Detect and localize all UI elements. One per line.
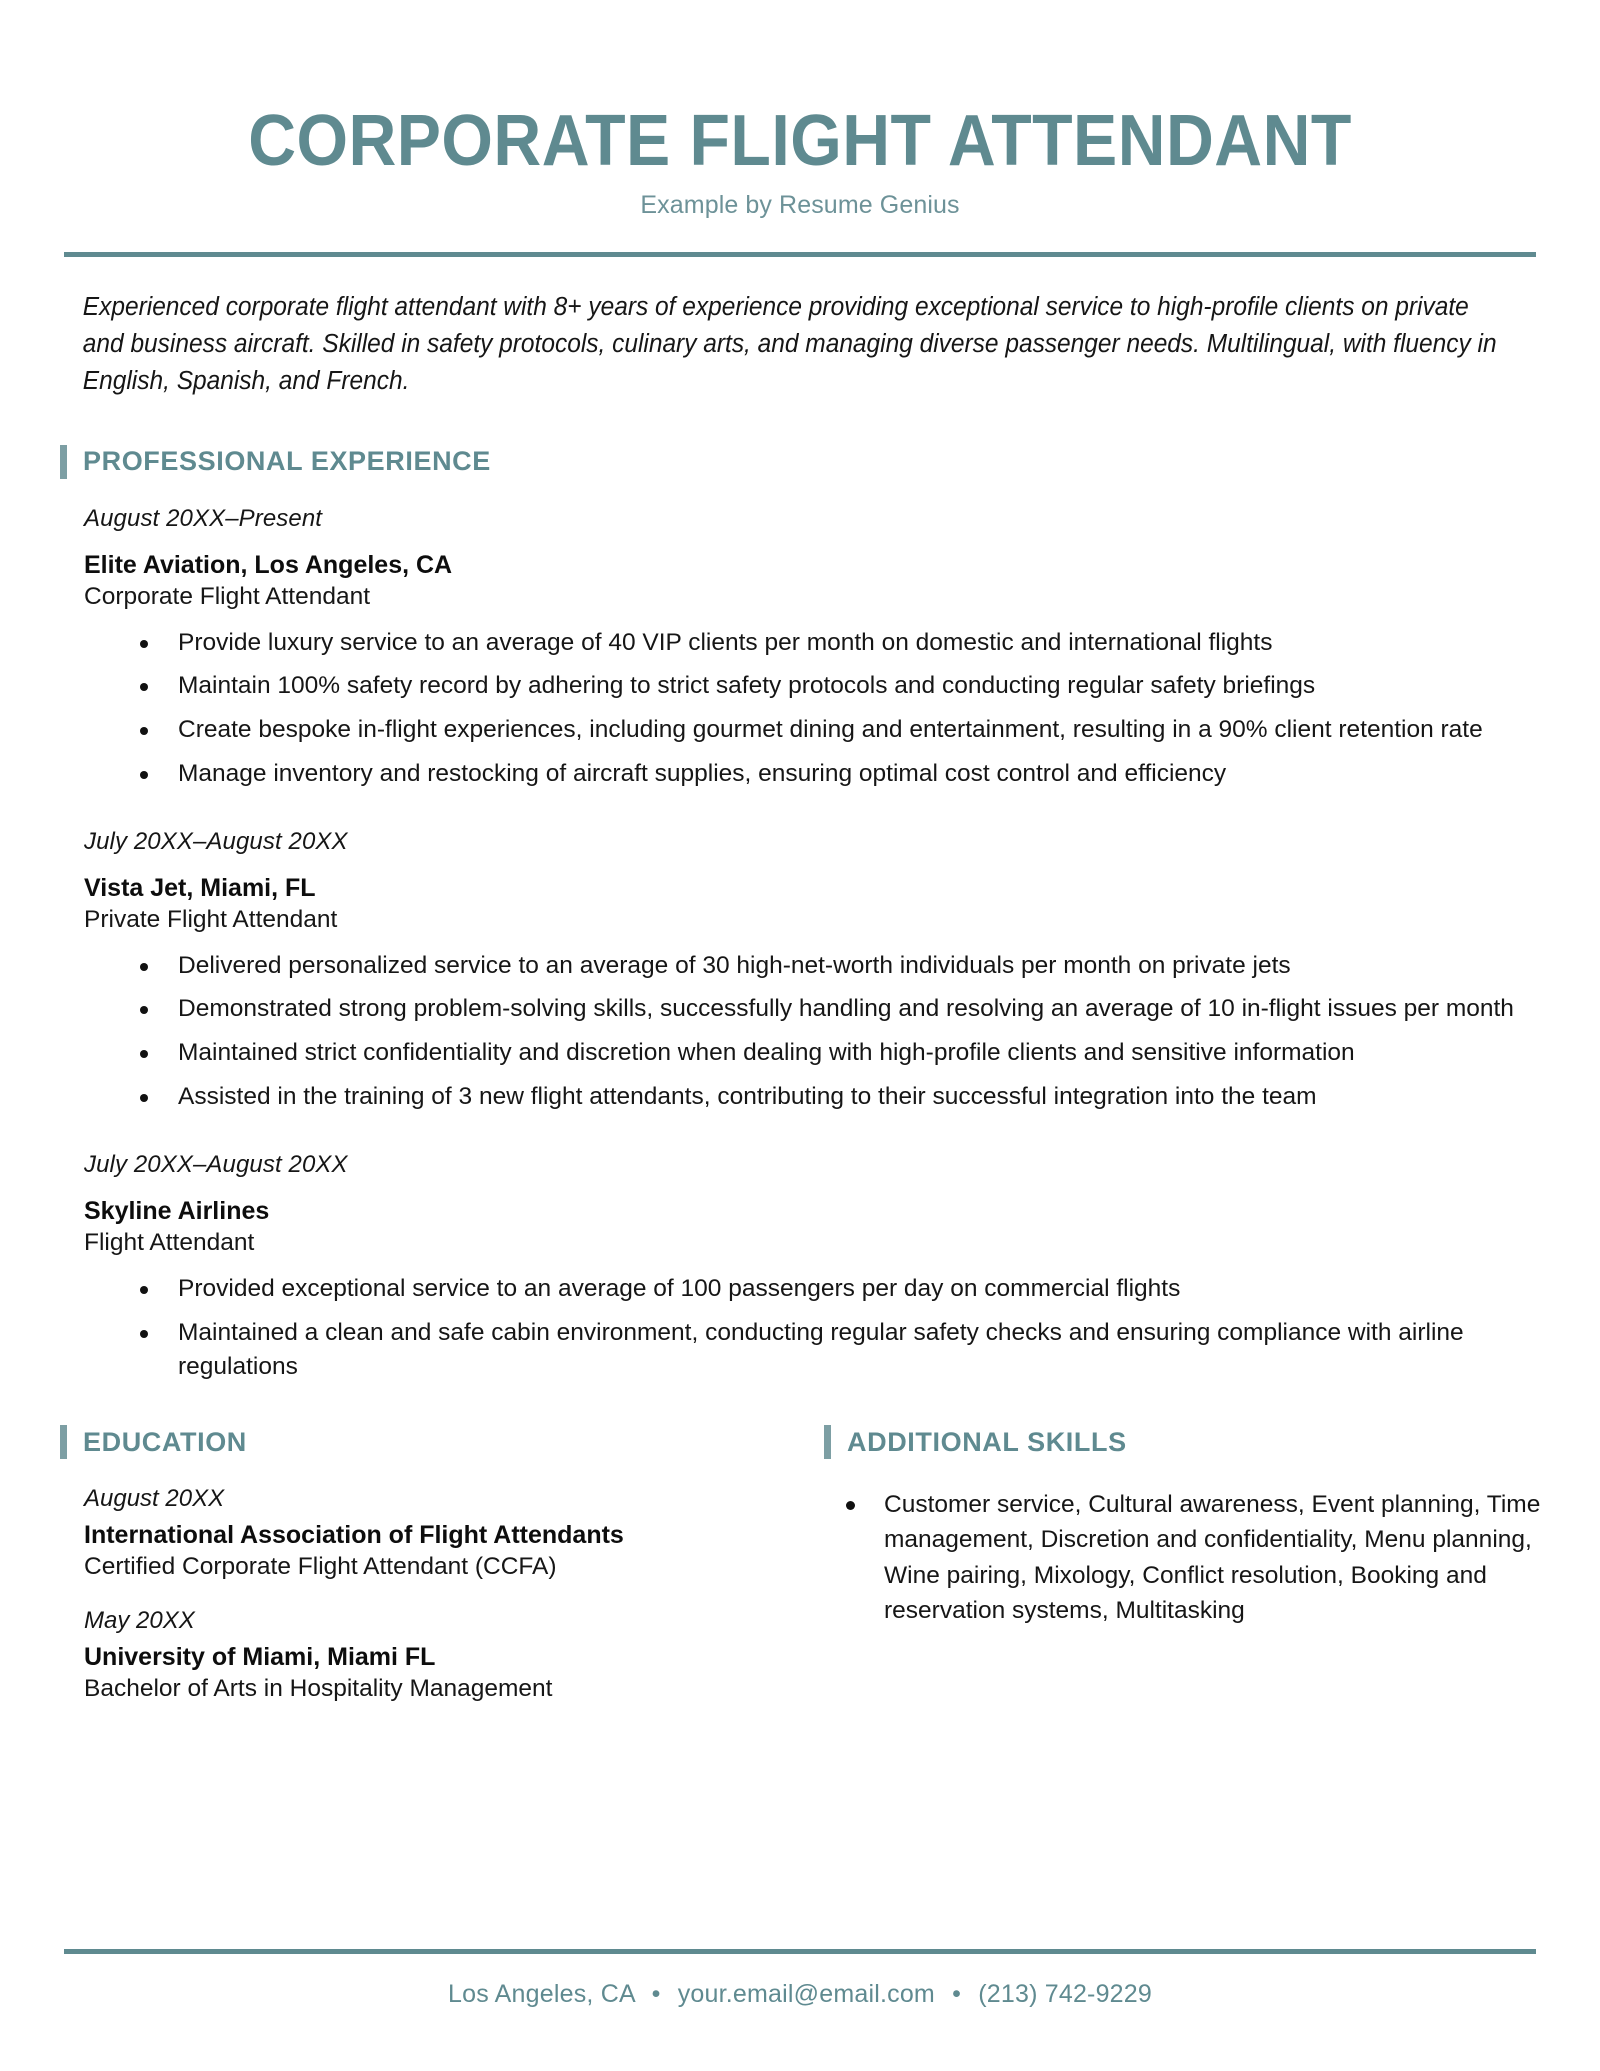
section-title-skills: ADDITIONAL SKILLS <box>847 1426 1127 1457</box>
section-accent-bar <box>60 1425 67 1459</box>
list-item: Create bespoke in-flight experiences, including gourmet dining and entertainment, resulting in a 90% client retention rate <box>132 713 1526 748</box>
footer-divider <box>64 1949 1536 1954</box>
list-item: Customer service, Cultural awareness, Event planning, Time management, Discretion and confidentiality, Menu planning, Wine pairing, Mixology, Conflict resolution, Booking and reservation systems, Multitasking <box>838 1487 1546 1628</box>
bullet-separator-icon: • <box>651 1980 661 2008</box>
list-item: Maintain 100% safety record by adhering to strict safety protocols and conducting regular safety briefings <box>132 669 1526 704</box>
list-item: Manage inventory and restocking of aircraft supplies, ensuring optimal cost control and efficiency <box>132 757 1526 792</box>
skills-list <box>818 1487 1546 1628</box>
skills-column <box>800 1425 1546 1703</box>
entry-bullet-list <box>84 1272 1526 1385</box>
contact-location: Los Angeles, CA <box>447 1980 635 2008</box>
header-divider <box>64 252 1536 257</box>
entry-organization: Skyline Airlines <box>84 1196 270 1225</box>
education-entry <box>54 1485 780 1581</box>
entry-role: Flight Attendant <box>84 1228 255 1256</box>
entry-organization: Vista Jet, Miami, FL <box>84 873 316 902</box>
professional-summary: Experienced corporate flight attendant with 8+ years of experience providing exceptional service to high-profile clients on private and business aircraft. Skilled in safety protocols, culinary arts, and managing diverse passenger needs. Multilingual, with fluency in English, Spanish, and French. <box>82 292 1497 396</box>
resume-header <box>54 101 1546 220</box>
list-item: Maintained strict confidentiality and discretion when dealing with high-profile clients and sensitive information <box>132 1036 1526 1071</box>
entry-date: July 20XX–August 20XX <box>84 1150 348 1178</box>
experience-entry <box>54 1151 1546 1385</box>
entry-bullet-list <box>84 949 1526 1115</box>
list-item: Provide luxury service to an average of 40 VIP clients per month on domestic and international flights <box>132 626 1526 661</box>
bullet-separator-icon: • <box>952 1980 962 2008</box>
list-item: Delivered personalized service to an average of 30 high-net-worth individuals per month on private jets <box>132 949 1526 984</box>
list-item: Provided exceptional service to an average of 100 passengers per day on commercial flights <box>132 1272 1526 1307</box>
entry-organization: Elite Aviation, Los Angeles, CA <box>84 550 453 579</box>
experience-list <box>54 505 1546 1386</box>
section-accent-bar <box>824 1425 831 1459</box>
education-date: August 20XX <box>84 1485 225 1513</box>
contact-line <box>0 1980 1600 2009</box>
list-item: Maintained a clean and safe cabin environment, conducting regular safety checks and ensuring compliance with airline regulations <box>132 1316 1526 1386</box>
contact-phone[interactable]: (213) 742-9229 <box>978 1980 1152 2008</box>
section-header-experience <box>54 445 1546 479</box>
lower-columns <box>54 1425 1546 1703</box>
list-item: Demonstrated strong problem-solving skills, successfully handling and resolving an average of 10 in-flight issues per month <box>132 992 1526 1027</box>
education-school: International Association of Flight Attendants <box>84 1521 624 1550</box>
experience-entry <box>54 828 1546 1115</box>
education-column <box>54 1425 800 1703</box>
entry-role: Private Flight Attendant <box>84 905 338 933</box>
entry-date: July 20XX–August 20XX <box>84 827 348 855</box>
education-degree: Certified Corporate Flight Attendant (CCFA) <box>84 1553 557 1581</box>
education-entry <box>54 1607 780 1703</box>
section-title-experience: PROFESSIONAL EXPERIENCE <box>83 446 491 477</box>
education-school: University of Miami, Miami FL <box>84 1643 436 1672</box>
section-accent-bar <box>60 445 67 479</box>
resume-subtitle: Example by Resume Genius <box>640 190 960 219</box>
experience-entry <box>54 505 1546 792</box>
section-header-skills <box>818 1425 1546 1459</box>
entry-bullet-list <box>84 626 1526 792</box>
resume-footer <box>0 1949 1600 2009</box>
page-title: CORPORATE FLIGHT ATTENDANT <box>248 101 1352 181</box>
contact-email[interactable]: your.email@email.com <box>677 1980 935 2008</box>
entry-role: Corporate Flight Attendant <box>84 582 371 610</box>
section-header-education <box>54 1425 780 1459</box>
section-title-education: EDUCATION <box>83 1426 247 1457</box>
education-degree: Bachelor of Arts in Hospitality Management <box>84 1675 553 1703</box>
education-date: May 20XX <box>84 1607 195 1635</box>
entry-date: August 20XX–Present <box>84 504 323 532</box>
list-item: Assisted in the training of 3 new flight attendants, contributing to their successful integration into the team <box>132 1080 1526 1115</box>
